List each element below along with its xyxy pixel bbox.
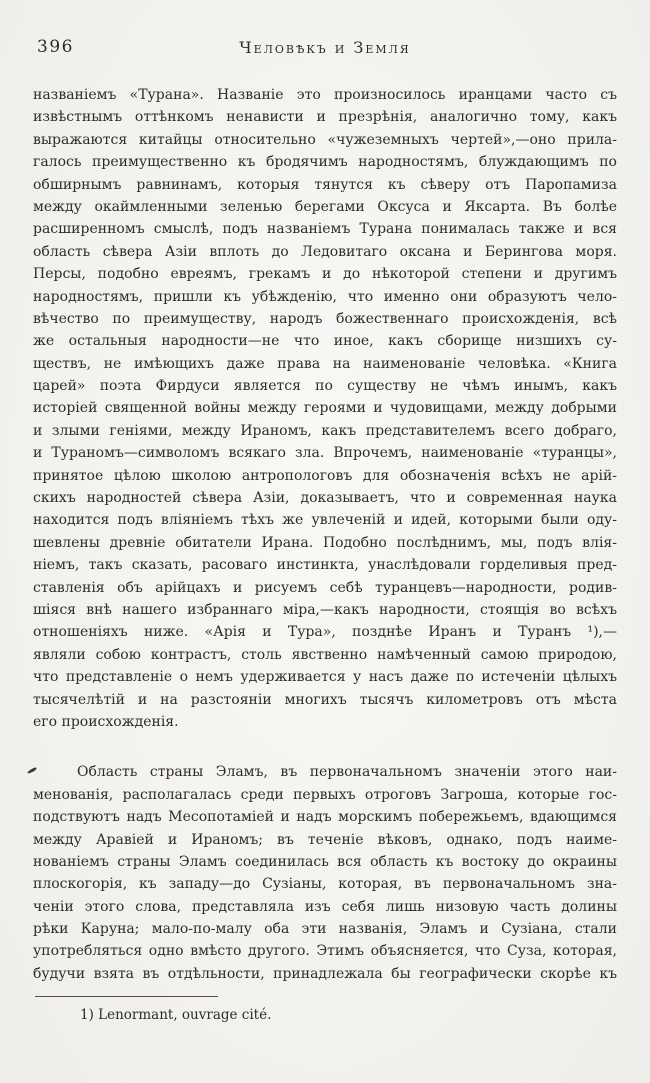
text-line: народностямъ, пришли къ убѣжденію, что именно они образуютъ чело-: [33, 288, 617, 305]
text-line: отношеніяхъ ниже. «Арія и Тура», позднѣе Иранъ и Туранъ ¹),—: [33, 624, 617, 641]
text-line: являли собою контрастъ, столь явственно намѣченный самою природою,: [33, 646, 617, 663]
footnote-text: 1) Lenormant, ouvrage cité.: [80, 1007, 272, 1023]
text-line: скихъ народностей сѣвера Азіи, доказываетъ, что и современная наука: [33, 490, 617, 507]
text-line: рѣки Каруна; мало-по-малу оба эти названія, Эламъ и Сузіана, стали: [33, 921, 617, 938]
text-line: и Тураномъ—символомъ всякаго зла. Впрочемъ, наименованіе «туранцы»,: [33, 445, 617, 462]
text-line: находится подъ вліяніемъ тѣхъ же увлеченій и идей, которыми были оду-: [33, 512, 617, 529]
text-line: ществъ, не имѣющихъ даже права на наименованіе человѣка. «Книга: [33, 355, 617, 372]
text-line: принятое цѣлою школою антропологовъ для обозначенія всѣхъ не арій-: [33, 467, 617, 484]
footnote-divider: [35, 996, 218, 997]
text-line: ченіи этого слова, представляла изъ себя лишь низовую часть долины: [33, 898, 617, 915]
text-line: и злыми геніями, между Ираномъ, какъ представителемъ всего добраго,: [33, 422, 617, 439]
text-line: ніемъ, такъ сказать, расоваго инстинкта, унаслѣдовали горделивыя пред-: [33, 557, 617, 574]
text-line: подствуютъ надъ Месопотаміей и надъ морскимъ побережьемъ, вдающимся: [33, 809, 617, 826]
text-line: нованіемъ страны Эламъ соединилась вся область къ востоку до окраины: [33, 853, 617, 870]
text-line: тысячелѣтій и на разстояніи многихъ тысячъ километровъ отъ мѣста: [33, 691, 617, 708]
text-line: Область страны Эламъ, въ первоначальномъ значеніи этого наи-: [77, 764, 617, 781]
text-line: плоскогорія, къ западу—до Сузіаны, которая, въ первоначальномъ зна-: [33, 876, 617, 893]
text-line: исторіей священной войны между героями и чудовищами, между добрыми: [33, 400, 617, 417]
text-line: царей» поэта Фирдуси является по существу не чѣмъ инымъ, какъ: [33, 378, 617, 395]
body-text: [33, 84, 617, 985]
page-number: 396: [37, 37, 74, 57]
text-line: расширенномъ смыслѣ, подъ названіемъ Турана понималась также и вся: [33, 221, 617, 238]
text-line: Персы, подобно евреямъ, грекамъ и до нѣкоторой степени и другимъ: [33, 266, 617, 283]
text-line: шевлены древніе обитатели Ирана. Подобно послѣднимъ, мы, подъ влія-: [33, 534, 617, 551]
text-line: названіемъ «Турана». Названіе это произносилось иранцами часто съ: [33, 87, 617, 103]
paragraph-turan: [33, 84, 617, 733]
text-line: область сѣвера Азіи вплоть до Ледовитаго оксана и Берингова моря.: [33, 243, 617, 260]
text-line: вѣчество по преимуществу, народъ божественнаго происхожденія, всѣ: [33, 310, 617, 327]
text-line: менованія, располагалась среди первыхъ отроговъ Загроша, которые гос-: [33, 786, 617, 803]
text-line: между Аравіей и Ираномъ; въ теченіе вѣковъ, однако, подъ наиме-: [33, 831, 617, 848]
text-line: что представленіе о немъ удерживается у насъ даже по истеченіи цѣлыхъ: [33, 669, 617, 686]
footnote: [33, 996, 617, 1024]
text-line: употребляться одно вмѣсто другого. Этимъ объясняется, что Суза, которая,: [33, 943, 617, 960]
running-title: Человѣкъ и Земля: [239, 38, 411, 57]
text-line: же остальныя народности—не что иное, какъ сборище низшихъ су-: [33, 333, 617, 350]
text-line: между окаймленными зеленью берегами Оксуса и Яксарта. Въ болѣе: [33, 198, 617, 215]
text-line: шіяся внѣ нашего избраннаго міра,—какъ народности, стоящія во всѣхъ: [33, 601, 617, 618]
text-line: извѣстнымъ оттѣнкомъ ненависти и презрѣнія, аналогично тому, какъ: [33, 109, 617, 126]
text-line: галось преимущественно къ бродячимъ народностямъ, блуждающимъ по: [33, 154, 617, 171]
text-line: выражаются китайцы относительно «чужеземныхъ чертей»,—оно прила-: [33, 131, 617, 148]
text-line: будучи взята въ отдѣльности, принадлежала бы географически скорѣе къ: [33, 965, 617, 982]
text-line: ставленія объ арійцахъ и рисуемъ себѣ туранцевъ—народности, родив-: [33, 579, 617, 596]
paragraph-elam: [33, 761, 617, 985]
text-line: обширнымъ равнинамъ, которыя тянутся къ сѣверу отъ Паропамиза: [33, 176, 617, 193]
text-line: его происхожденія.: [33, 713, 179, 730]
